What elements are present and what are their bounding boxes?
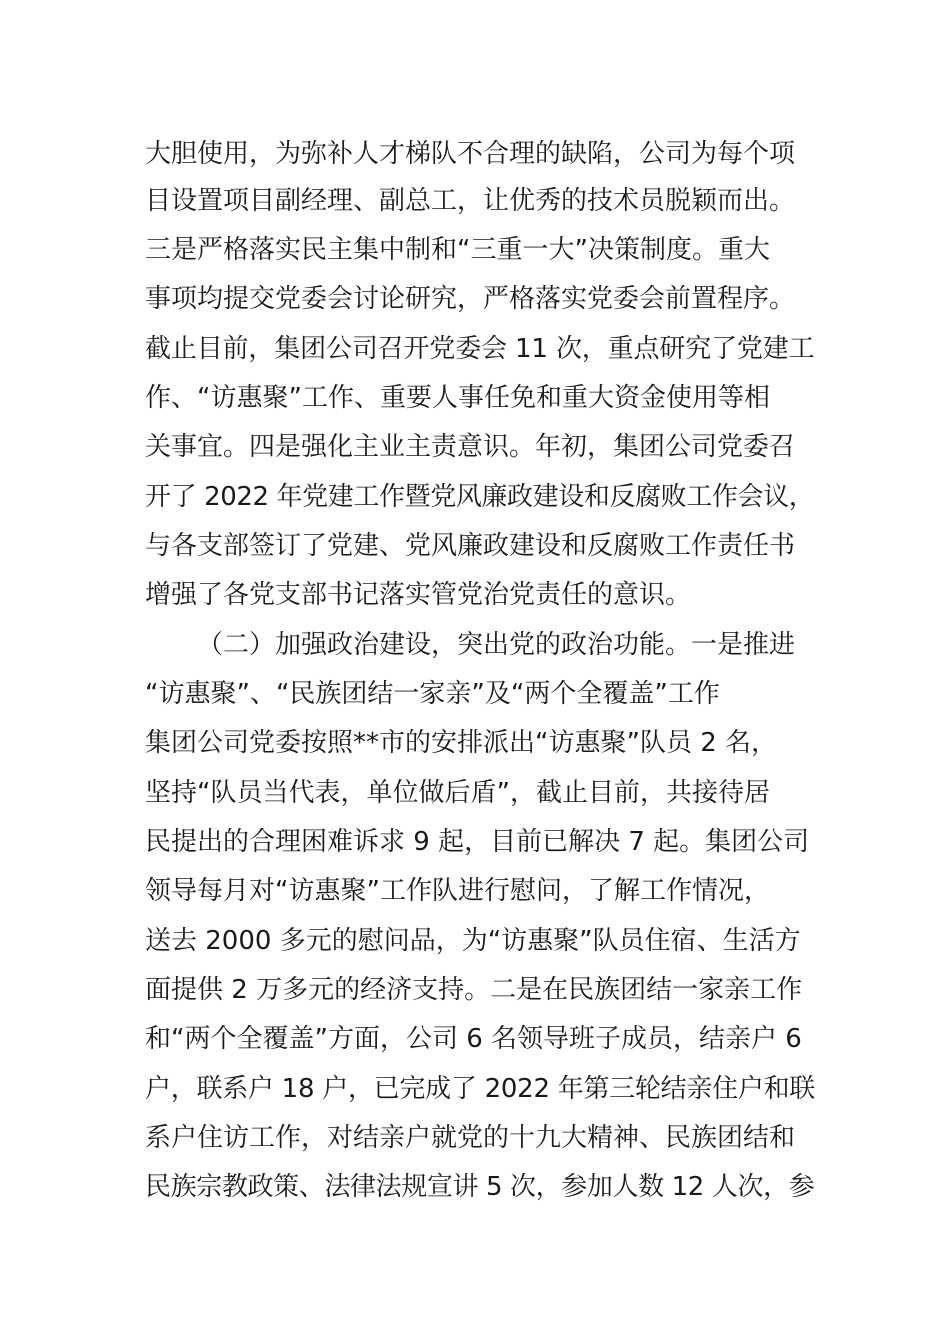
text-line-5: 截止目前，集团公司召开党委会 11 次，重点研究了党建工 <box>145 334 815 364</box>
text-line-18: 面提供 2 万多元的经济支持。二是在民族团结一家亲工作 <box>145 975 803 1005</box>
text-line-4: 事项均提交党委会讨论研究，严格落实党委会前置程序。 <box>145 284 796 314</box>
text-line-2: 目设置项目副经理、副总工，让优秀的技术员脱颖而出。 <box>145 186 796 216</box>
text-line-19: 和“两个全覆盖”方面，公司 6 名领导班子成员，结亲户 6 <box>145 1024 802 1054</box>
text-line-7: 关事宜。四是强化主业主责意识。年初，集团公司党委召 <box>145 432 796 462</box>
text-line-3: 三是严格落实民主集中制和“三重一大”决策制度。重大 <box>145 235 770 265</box>
text-line-12: “访惠聚”、“民族团结一家亲”及“两个全覆盖”工作 <box>145 679 720 709</box>
text-line-22: 民族宗教政策、法律法规宣讲 5 次，参加人数 12 人次，参 <box>145 1172 815 1202</box>
text-line-17: 送去 2000 多元的慰问品，为“访惠聚”队员住宿、生活方 <box>145 926 801 956</box>
text-line-8: 开了 2022 年党建工作暨党风廉政建设和反腐败工作会议， <box>145 482 815 512</box>
text-line-21: 系户住访工作，对结亲户就党的十九大精神、民族团结和 <box>145 1123 796 1153</box>
text-line-13: 集团公司党委按照**市的安排派出“访惠聚”队员 2 名， <box>145 728 778 758</box>
text-line-1: 大胆使用，为弥补人才梯队不合理的缺陷，公司为每个项 <box>145 139 796 169</box>
text-line-9: 与各支部签订了党建、党风廉政建设和反腐败工作责任书 <box>145 531 796 561</box>
text-line-6: 作、“访惠聚”工作、重要人事任免和重大资金使用等相 <box>145 383 770 413</box>
text-line-15: 民提出的合理困难诉求 9 起，目前已解决 7 起。集团公司 <box>145 827 810 857</box>
text-line-16: 领导每月对“访惠聚”工作队进行慰问，了解工作情况， <box>145 876 770 906</box>
text-line-10: 增强了各党支部书记落实管党治党责任的意识。 <box>145 580 692 610</box>
text-line-11: （二）加强政治建设，突出党的政治功能。一是推进 <box>197 630 796 660</box>
text-line-14: 坚持“队员当代表，单位做后盾”，截止目前，共接待居 <box>145 778 770 808</box>
text-line-20: 户，联系户 18 户，已完成了 2022 年第三轮结亲住户和联 <box>145 1074 816 1104</box>
